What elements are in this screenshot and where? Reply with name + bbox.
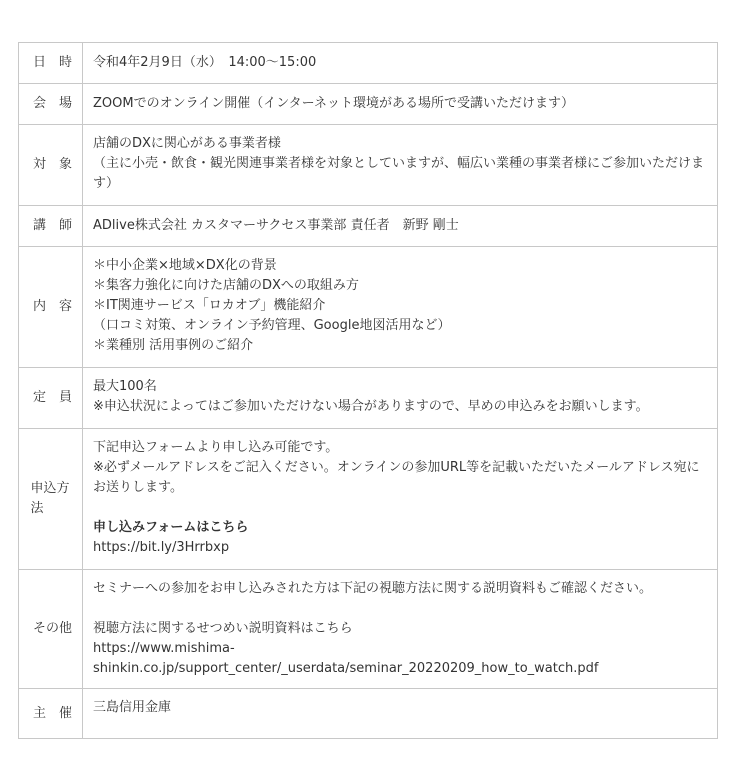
row-lecturer <box>19 206 718 247</box>
row-value-content <box>83 247 718 368</box>
row-label-capacity <box>19 368 83 429</box>
label-text: 定 員 <box>32 390 72 405</box>
row-label-venue <box>19 84 83 125</box>
label-text: 主 催 <box>32 705 72 721</box>
row-target <box>19 125 718 206</box>
content-item: ＊業種別 活用事例のご紹介 <box>93 338 254 353</box>
label-text: 会 場 <box>32 96 72 111</box>
row-value-target <box>83 125 718 206</box>
row-other <box>19 570 718 689</box>
venue-text: ZOOMでのオンライン開催（インターネット環境がある場所で受講いただけます） <box>93 96 575 111</box>
row-label-application <box>19 429 83 570</box>
form-heading: 申し込みフォームはこちら <box>93 520 249 535</box>
row-capacity <box>19 368 718 429</box>
row-date <box>19 43 718 84</box>
content-item: （口コミ対策、オンライン予約管理、Google地図活用など） <box>93 318 451 333</box>
other-text: セミナーへの参加をお申し込みされた方は下記の視聴方法に関する説明資料もご確認ください。 <box>93 581 653 596</box>
row-value-venue <box>83 84 718 125</box>
label-text: 申込方法 <box>30 481 70 516</box>
row-venue <box>19 84 718 125</box>
content-item: ＊IT関連サービス「ロカオブ」機能紹介 <box>93 298 326 313</box>
row-value-application <box>83 429 718 570</box>
row-label-lecturer <box>19 206 83 247</box>
spacer <box>93 599 707 619</box>
doc-heading: 視聴方法に関するせつめい説明資料はこちら <box>93 621 353 636</box>
row-application <box>19 429 718 570</box>
target-note: （主に小売・飲食・観光関連事業者様を対象としていますが、幅広い業種の事業者様にご参加いただけます） <box>93 156 705 191</box>
label-text: その他 <box>32 621 72 636</box>
content-item: ＊集客力強化に向けた店舗のDXへの取組み方 <box>93 278 359 293</box>
label-text: 内 容 <box>32 299 72 314</box>
seminar-info-table <box>18 42 718 739</box>
row-label-organizer <box>19 689 83 739</box>
row-value-organizer <box>83 689 718 739</box>
capacity-text: 最大100名 <box>93 379 157 394</box>
label-text: 講 師 <box>32 218 72 233</box>
label-text: 対 象 <box>32 157 72 172</box>
application-note: ※必ずメールアドレスをご記入ください。オンラインの参加URL等を記載いただいたメールアドレス宛にお送りします。 <box>93 460 700 495</box>
target-text: 店舗のDXに関心がある事業者様 <box>93 136 281 151</box>
row-value-other <box>83 570 718 689</box>
row-content <box>19 247 718 368</box>
capacity-note: ※申込状況によってはご参加いただけない場合がありますので、早めの申込みをお願いします。 <box>93 399 649 414</box>
doc-link[interactable]: https://www.mishima-shinkin.co.jp/support_center/_userdata/seminar_20220209_how_to_watch.pdf <box>93 641 599 676</box>
spacer <box>93 498 707 518</box>
row-label-content <box>19 247 83 368</box>
content-item: ＊中小企業×地域×DX化の背景 <box>93 258 277 273</box>
row-value-date <box>83 43 718 84</box>
row-label-date <box>19 43 83 84</box>
organizer-text: 三島信用金庫 <box>93 700 172 715</box>
lecturer-text: ADlive株式会社 カスタマーサクセス事業部 責任者 新野 剛士 <box>93 218 459 233</box>
row-value-capacity <box>83 368 718 429</box>
row-label-other <box>19 570 83 689</box>
row-label-target <box>19 125 83 206</box>
form-link[interactable]: https://bit.ly/3Hrrbxp <box>93 540 230 555</box>
application-text: 下記申込フォームより申し込み可能です。 <box>93 440 339 455</box>
row-organizer <box>19 689 718 739</box>
row-value-lecturer <box>83 206 718 247</box>
date-text: 令和4年2月9日（水） 14:00～15:00 <box>93 55 317 70</box>
label-text: 日 時 <box>32 55 72 70</box>
